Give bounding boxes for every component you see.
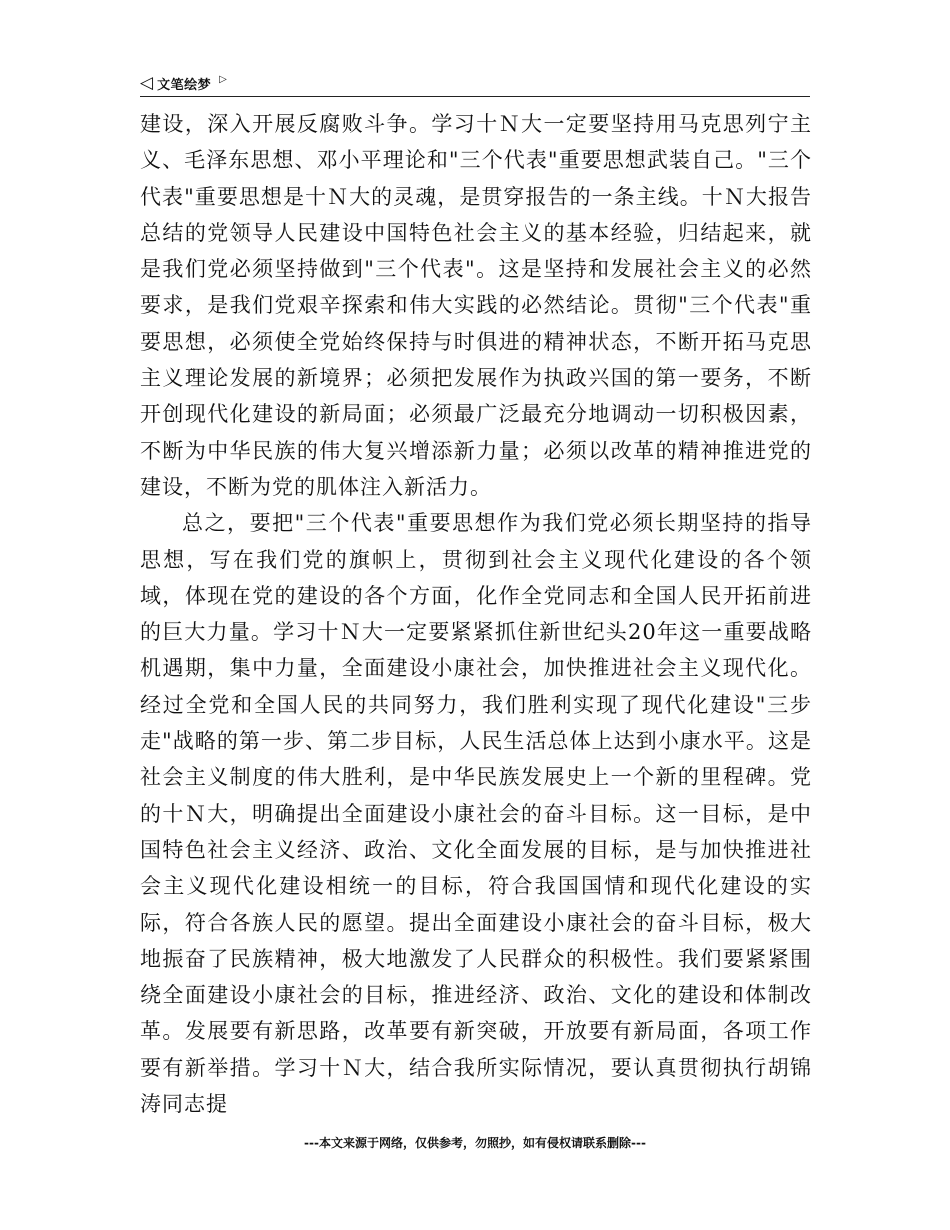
document-body: [140, 106, 812, 1122]
source-disclaimer: ---本文来源于网络，仅供参考，勿照抄，如有侵权请联系删除---: [304, 1136, 646, 1150]
page-header: [140, 70, 810, 97]
paragraph-continued: 建设，深入开展反腐败斗争。学习十Ｎ大一定要坚持用马克思列宁主义、毛泽东思想、邓小平理论和"三个代表"重要思想武装自己。"三个代表"重要思想是十Ｎ大的灵魂，是贯穿报告的一条主线。十Ｎ大报告总结的党领导人民建设中国特色社会主义的基本经验，归结起来，就是我们党必须坚持做到"三个代表"。这是坚持和发展社会主义的必然要求，是我们党艰辛探索和伟大实践的必然结论。贯彻"三个代表"重要思想，必须使全党始终保持与时俱进的精神状态，不断开拓马克思主义理论发展的新境界；必须把发展作为执政兴国的第一要务，不断开创现代化建设的新局面；必须最广泛最充分地调动一切积极因素，不断为中华民族的伟大复兴增添新力量；必须以改革的精神推进党的建设，不断为党的肌体注入新活力。: [140, 112, 812, 499]
paragraph-conclusion: 总之，要把"三个代表"重要思想作为我们党必须长期坚持的指导思想，写在我们党的旗帜上，贯彻到社会主义现代化建设的各个领域，体现在党的建设的各个方面，化作全党同志和全国人民开拓前进的巨大力量。学习十Ｎ大一定要紧紧抓住新世纪头20年这一重要战略机遇期，集中力量，全面建设小康社会，加快推进社会主义现代化。经过全党和全国人民的共同努力，我们胜利实现了现代化建设"三步走"战略的第一步、第二步目标，人民生活总体上达到小康水平。这是社会主义制度的伟大胜利，是中华民族发展史上一个新的里程碑。党的十Ｎ大，明确提出全面建设小康社会的奋斗目标。这一目标，是中国特色社会主义经济、政治、文化全面发展的目标，是与加快推进社会主义现代化建设相统一的目标，符合我国国情和现代化建设的实际，符合各族人民的愿望。提出全面建设小康社会的奋斗目标，极大地振奋了民族精神，极大地激发了人民群众的积极性。我们要紧紧围绕全面建设小康社会的目标，推进经济、政治、文化的建设和体制改革。发展要有新思路，改革要有新突破，开放要有新局面，各项工作要有新举措。学习十Ｎ大，结合我所实际情况，要认真贯彻执行胡锦涛同志提: [140, 511, 812, 1117]
triangle-right-icon: ▷: [219, 74, 227, 85]
triangle-left-icon: ◁: [140, 72, 154, 93]
header-brand: 文笔绘梦: [157, 77, 212, 93]
